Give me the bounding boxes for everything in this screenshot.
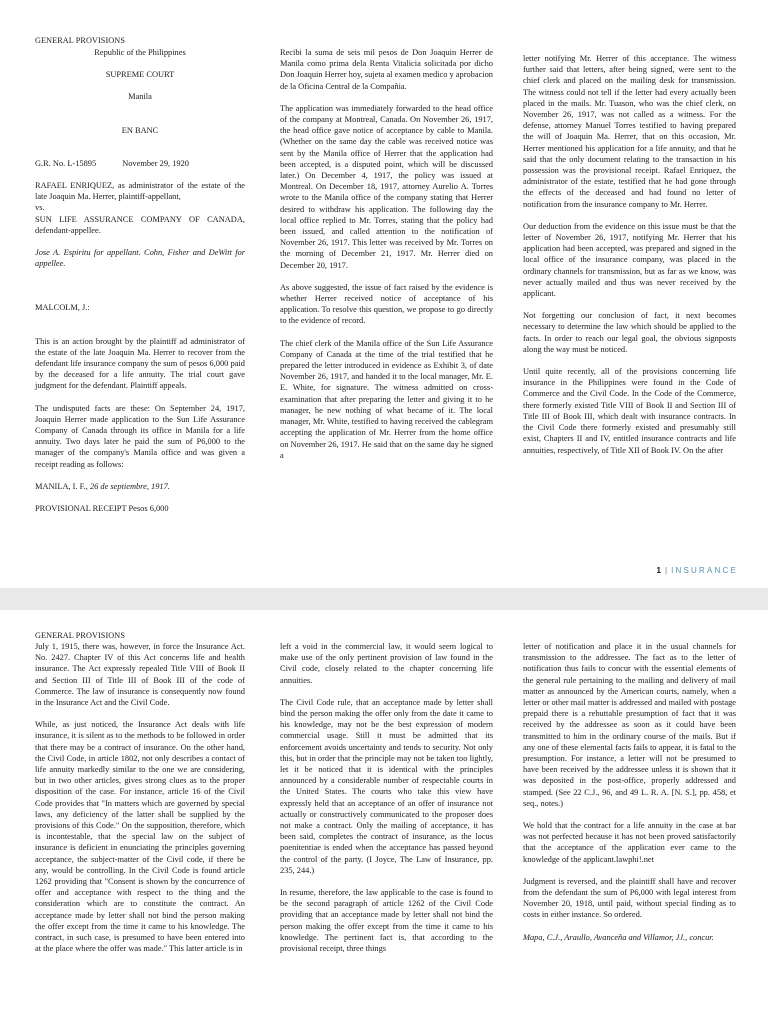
column-2 [280, 47, 493, 472]
case-number: G.R. No. L-15895 [35, 158, 97, 168]
footer-section-title: INSURANCE [671, 566, 738, 575]
paragraph: The application was immediately forwarded to the head office of the company at Montreal, Canada. On November 26, 1917, the head office gave notice of acceptance by cable to Manila. (Whether on the same day the cable was received notice was sent by the Manila office of Herrer that the application had been accepted, is a disputed point, which will be discussed later.) On December 4, 1917, the policy was issued at Montreal. On December 18, 1917, attorney Aurelio A. Torres wrote to the Manila office of the company stating that Herrer desired to withdraw his application. The following day the local office replied to Mr. Torres, stating that the policy had been issued, and called attention to the notification of November 26, 1917. This letter was received by Mr. Torres on the morning of December 21, 1917. Mr. Herrer died on December 20, 1917. [280, 103, 493, 270]
court-city: Manila [128, 92, 152, 102]
receipt-heading [35, 481, 245, 492]
page-header: GENERAL PROVISIONS [35, 36, 125, 45]
paragraph: Until quite recently, all of the provisions concerning life insurance in the Philippines were found in the Code of Commerce and the Civil Code. In the Code of the Commerce, there formerly existed Title VIII of Book II and Section III of Title III of Book III, which dealt with insurance contracts. In the Civil Code there formerly existed and presumably still exist, Chapters II and IV, entitled insurance contracts and life annuities, respectively, of Title XII of Book IV. On the after [523, 367, 736, 455]
column-3 [523, 53, 736, 467]
column-2 [280, 641, 493, 965]
defendant-caption: SUN LIFE ASSURANCE COMPANY OF CANADA, defendant-appellee. [35, 214, 245, 235]
paragraph: left a void in the commercial law, it would seem logical to make use of the only pertinent provision of law found in the Civil code, closely related to the chapter concerning life annuities. [280, 642, 493, 685]
versus: vs. [35, 203, 45, 213]
court-name: SUPREME COURT [105, 70, 175, 80]
page-header: GENERAL PROVISIONS [35, 631, 125, 640]
document-page-2 [0, 610, 768, 1024]
paragraph: This is an action brought by the plaintiff ad administrator of the estate of the late Joaquin Ma. Herrer to recover from the defendant life insurance company the sum of pesos 6,000 paid by the deceased for a life annuity. The trial court gave judgment for the defendant. Plaintiff appeals. [35, 336, 245, 391]
paragraph: Our deduction from the evidence on this issue must be that the letter of November 26, 1917, notifying Mr. Herrer that his application had been accepted, was prepared and signed in the local office of the insurance company, was placed in the ordinary channels for transmission, but as far as we know, was never actually mailed and thus was never received by the applicant. [523, 221, 736, 299]
paragraph: letter notifying Mr. Herrer of this acceptance. The witness further said that letters, after being signed, were sent to the chief clerk and placed on the mailing desk for transmission. The witness could not tell if the letter had every actually been placed in the mails. Mr. Tuason, who was the chief clerk, on November 26, 1917, was not called as a witness. For the defense, attorney Manuel Torres testified to having prepared the will of Joaquin Ma. Herrer, that on this occasion, Mr. Herrer mentioned his application for a life annuity, and that he said that the only document relating to the transaction in his possession was the provisional receipt. Rafael Enriquez, the administrator of the estate, testified that he had gone through the effects of the deceased and had found no letter of notification from the insurance company to Mr. Herrer. [523, 54, 736, 209]
republic-line: Republic of the Philippines [94, 48, 186, 57]
paragraph: The chief clerk of the Manila office of the Sun Life Assurance Company of Canada at the time of the trial testified that he prepared the letter introduced in evidence as Exhibit 3, of date November 26, 1917, and handed it to the local manager, Mr. E. E. White, for signature. The witness admitted on cross-examination that after preparing the letter and giving it to he manager, he new nothing of what became of it. The local manager, Mr. White, testified to having received the cablegram accepting the application of Mr. Herrer from the home office on November 26, 1917. He said that on the same day he signed a [280, 338, 493, 460]
paragraph: letter of notification and place it in the usual channels for transmission to the addressee. The fact as to the letter of notification thus fails to concur with the essential elements of the general rule pertaining to the mailing and delivery of mail matter as announced by the American courts, namely, when a letter or other mail matter is addressed and mailed with postage prepaid there is a rebuttable presumption of fact that it was received by the addressee as soon as it could have been transmitted to him in the ordinary course of the mails. But if any one of these elemental facts fails to appear, it is fatal to the presumption. For instance, a letter will not be presumed to have been received by the addressee unless it is shown that it was deposited in the post-office, properly addressed and stamped. (See 22 C.J., 96, and 49 L. R. A. [N. S.], pp. 458, et seq., notes.) [523, 642, 736, 808]
en-banc: EN BANC [121, 125, 159, 135]
paragraph: The Civil Code rule, that an acceptance made by letter shall bind the person making the offer only from the date it came to his knowledge, may not be the best expression of modern commercial usage. Still it must be admitted that its enforcement avoids uncertainty and tends to security. Not only this, but in order that the principle may not be taken too lightly, let it be noticed that it is identical with the principles announced by a considerable number of respectable courts in the United States. The courts who take this view have expressly held that an acceptance of an offer of insurance not actually or constructively communicated to the proposer does not make a contract. Only the mailing of acceptance, it has been said, completes the contract of insurance, as the locus poenitentiae is ended when the acceptance has passed beyond the control of the party. (I Joyce, The Law of Insurance, pp. 235, 244.) [280, 697, 493, 875]
receipt-title: PROVISIONAL RECEIPT Pesos 6,000 [35, 504, 169, 514]
paragraph: Not forgetting our conclusion of fact, it next becomes necessary to determine the law which should be applied to the facts. In order to reach our legal goal, the obvious signposts along the way must be noticed. [523, 311, 736, 354]
paragraph: Judgment is reversed, and the plaintiff shall have and recover from the defendant the sum of P6,000 with legal interest from November 20, 1918, until paid, without special finding as to costs in either instance. So ordered. [523, 876, 736, 920]
paragraph: July 1, 1915, there was, however, in force the Insurance Act. No. 2427. Chapter IV of this Act concerns life and health insurance. The Act expressly repealed Title VIII of Book II and Section III of Title III of Book III of the code of Commerce. The law of insurance is consequently now found in the Insurance Act and the Civil Code. [35, 642, 245, 708]
case-line [35, 158, 245, 169]
plaintiff-caption: RAFAEL ENRIQUEZ, as administrator of the estate of the late Joaquin Ma. Herrer, plaintiff-appellant, [35, 181, 245, 202]
paragraph: As above suggested, the issue of fact raised by the evidence is whether Herrer received notice of acceptance of his application. To resolve this question, we propose to go directly to the evidence of record. [280, 282, 493, 326]
column-1 [35, 47, 245, 525]
column-1 [35, 641, 245, 965]
author-line: MALCOLM, J.: [35, 303, 90, 313]
footer-separator: | [665, 566, 668, 575]
paragraph: We hold that the contract for a life annuity in the case at bar was not perfected because it has not been proved satisfactorily that the acceptance of the application ever came to the knowledge of the applicant.lawphi!.net [523, 821, 736, 864]
column-3 [523, 641, 736, 954]
page-footer [657, 566, 738, 575]
paragraph: Recibi la suma de seis mil pesos de Don Joaquin Herrer de Manila como prima dela Renta Vitalicia solicitada por dicho Don Joaquin Herrer hoy, sujeta al examen medico y aprobacion de la Oficina Central de la Compañia. [280, 48, 493, 91]
receipt-place: MANILA, I. F., [35, 481, 88, 491]
paragraph: The undisputed facts are these: On September 24, 1917, Joaquin Herrer made application to the Sun Life Assurance Company of Canada through its office in Manila for a life annuity. Two days later he paid the sum of P6,000 to the manager of the company's Manila office and was given a receipt reading as follows: [35, 403, 245, 469]
receipt-date: 26 de septiembre, 1917. [89, 481, 170, 491]
counsel-line: Jose A. Espiritu for appellant. Cohn, Fisher and DeWitt for appellee. [35, 248, 245, 269]
page-number: 1 [656, 566, 661, 575]
case-date: November 29, 1920 [122, 158, 189, 168]
paragraph: In resume, therefore, the law applicable to the case is found to be the second paragraph of article 1262 of the Civil Code providing that an acceptance made by letter shall not bind the person making the offer except from the time it came to his knowledge. The pertinent fact is, that according to the provisional receipt, three things [280, 888, 493, 954]
paragraph: While, as just noticed, the Insurance Act deals with life insurance, it is silent as to the methods to be followed in order that there may be a contract of insurance. On the other hand, the Civil Code, in article 1802, not only describes a contact of life annuity markedly similar to the one we are considering, but in two other articles, gives strong clues as to the proper disposition of the case. For instance, article 16 of the Civil Code provides that "In matters which are governed by special laws, any deficiency of the latter shall be supplied by the provisions of this Code." On the supposition, therefore, which is incontestable, that the special law on the subject of insurance is deficient in enunciating the principles governing acceptance, the subject-matter of the Civil code, if there be any, would be controlling. In the Civil Code is found article 1262 providing that "Consent is shown by the concurrence of offer and acceptance with respect to the thing and the consideration which are to constitute the contract. An acceptance made by letter shall not bind the person making the offer except from the time it came to his knowledge. The contract, in such case, is presumed to have been entered into at the place where the offer was made." This latter article is in [35, 720, 245, 954]
concurring-justices: Mapa, C.J., Araullo, Avanceña and Villamor, JJ., concur. [523, 932, 714, 942]
